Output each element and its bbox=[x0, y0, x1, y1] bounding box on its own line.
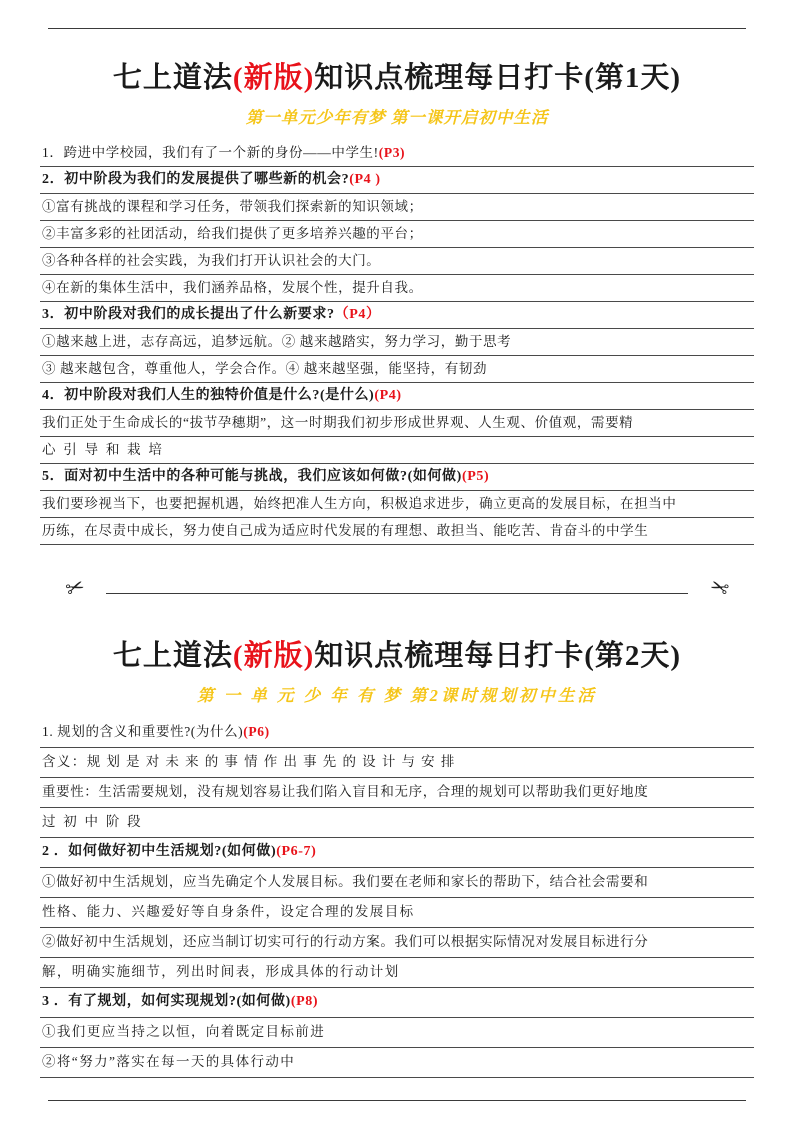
content-line bbox=[40, 838, 754, 868]
content-line bbox=[40, 329, 754, 356]
line-text: 5．面对初中生活中的各种可能与挑战，我们应该如何做?(如何做) bbox=[42, 469, 462, 484]
content-line bbox=[40, 491, 754, 518]
page-ref: (P8) bbox=[290, 994, 319, 1009]
title-prefix: 七上道法 bbox=[112, 62, 233, 94]
page-ref: (P4 ) bbox=[349, 172, 381, 187]
line-text: ①做好初中生活规划，应当先确定个人发展目标。我们要在老师和家长的帮助下，结合社会需要和 bbox=[42, 874, 649, 889]
content-line bbox=[40, 248, 754, 275]
content-line bbox=[40, 140, 754, 167]
page-ref: (P3) bbox=[378, 145, 406, 160]
content-line bbox=[40, 518, 754, 545]
line-text: 2．初中阶段为我们的发展提供了哪些新的机会? bbox=[42, 172, 350, 187]
section-day-1 bbox=[40, 55, 754, 545]
title-suffix: 知识点梳理每日打卡(第1天) bbox=[314, 62, 682, 94]
line-text: 3．初中阶段对我们的成长提出了什么新要求? bbox=[42, 307, 335, 322]
line-text: 过 初 中 阶 段 bbox=[42, 814, 143, 829]
line-text: ③各种各样的社会实践，为我们打开认识社会的大门。 bbox=[42, 253, 381, 268]
scissors-icon: ✂ bbox=[62, 572, 88, 603]
line-text: 3 ．有了规划，如何实现规划?(如何做) bbox=[42, 994, 291, 1009]
content-line bbox=[40, 808, 754, 838]
content-line bbox=[40, 221, 754, 248]
content-lines-day-1 bbox=[40, 140, 754, 545]
subtitle-day-1: 第一单元少年有梦 第一课开启初中生活 bbox=[245, 108, 549, 127]
content-line bbox=[40, 988, 754, 1018]
line-text: 我们要珍视当下，也要把握机遇，始终把准人生方向，积极追求进步，确立更高的发展目标，在担当中 bbox=[42, 496, 677, 511]
line-text: 重要性：生活需要规划，没有规划容易让我们陷入盲目和无序，合理的规划可以帮助我们更好地度 bbox=[42, 784, 649, 799]
content-line bbox=[40, 383, 754, 410]
title-suffix: 知识点梳理每日打卡(第2天) bbox=[314, 640, 682, 672]
content-line bbox=[40, 464, 754, 491]
line-text: 心 引 导 和 栽 培 bbox=[42, 442, 165, 457]
content-lines-day-2 bbox=[40, 718, 754, 1078]
line-text: ②将“努力”落实在每一天的具体行动中 bbox=[42, 1054, 296, 1069]
line-text: 历练，在尽责中成长，努力使自己成为适应时代发展的有理想、敢担当、能吃苦、肯奋斗的中学生 bbox=[42, 523, 649, 538]
content-line bbox=[40, 302, 754, 329]
line-text: ①富有挑战的课程和学习任务，带领我们探索新的知识领域； bbox=[42, 199, 423, 214]
line-text: ②做好初中生活规划，还应当制订切实可行的行动方案。我们可以根据实际情况对发展目标进行分 bbox=[42, 934, 649, 949]
content-line bbox=[40, 898, 754, 928]
title-highlight: (新版) bbox=[232, 640, 315, 672]
line-text: 解，明确实施细节，列出时间表，形成具体的行动计划 bbox=[42, 964, 400, 979]
content-line bbox=[40, 778, 754, 808]
content-line bbox=[40, 1048, 754, 1078]
content-line bbox=[40, 718, 754, 748]
content-line bbox=[40, 167, 754, 194]
page-ref: （P4） bbox=[334, 307, 381, 322]
top-divider bbox=[48, 28, 746, 29]
content-line bbox=[40, 958, 754, 988]
content-line bbox=[40, 356, 754, 383]
section-day-2 bbox=[40, 633, 754, 1078]
line-text: 4．初中阶段对我们人生的独特价值是什么?(是什么) bbox=[42, 388, 375, 403]
line-text: ③ 越来越包含，尊重他人，学会合作。④ 越来越坚强，能坚持，有韧劲 bbox=[42, 361, 488, 376]
cut-divider bbox=[40, 567, 754, 619]
page-ref: (P6) bbox=[243, 724, 270, 739]
page-ref: (P5) bbox=[461, 469, 490, 484]
content-line bbox=[40, 748, 754, 778]
content-line bbox=[40, 194, 754, 221]
page-ref: (P6-7) bbox=[276, 844, 317, 859]
content-line bbox=[40, 868, 754, 898]
bottom-divider bbox=[48, 1100, 746, 1101]
page-ref: (P4) bbox=[374, 388, 402, 403]
content-line bbox=[40, 275, 754, 302]
line-text: ①我们更应当持之以恒，向着既定目标前进 bbox=[42, 1024, 326, 1039]
line-text: 我们正处于生命成长的“拔节孕穗期”，这一时期我们初步形成世界观、人生观、价值观，需要精 bbox=[42, 415, 634, 430]
title-highlight: (新版) bbox=[232, 62, 315, 94]
content-line bbox=[40, 928, 754, 958]
content-line bbox=[40, 1018, 754, 1048]
content-line bbox=[40, 437, 754, 464]
title-prefix: 七上道法 bbox=[112, 640, 233, 672]
page-title-day-1 bbox=[40, 55, 754, 96]
subtitle-day-2: 第 一 单 元 少 年 有 梦 第2课时规划初中生活 bbox=[197, 686, 597, 705]
line-text: ④在新的集体生活中，我们涵养品格，发展个性，提升自我。 bbox=[42, 280, 423, 295]
line-text: ①越来越上进，志存高远，追梦远航。② 越来越踏实，努力学习，勤于思考 bbox=[42, 334, 512, 349]
cut-line bbox=[106, 593, 688, 594]
line-text: 2 ．如何做好初中生活规划?(如何做) bbox=[42, 844, 277, 859]
line-text: 性格、能力、兴趣爱好等自身条件，设定合理的发展目标 bbox=[42, 904, 415, 919]
line-text: 含义：规 划 是 对 未 来 的 事 情 作 出 事 先 的 设 计 与 安 排 bbox=[42, 754, 456, 769]
page-title-day-2 bbox=[40, 633, 754, 674]
scissors-icon: ✂ bbox=[706, 572, 732, 603]
content-line bbox=[40, 410, 754, 437]
line-text: 1．跨进中学校园，我们有了一个新的身份——中学生! bbox=[42, 145, 379, 160]
line-text: ②丰富多彩的社团活动，给我们提供了更多培养兴趣的平台； bbox=[42, 226, 423, 241]
line-text: 1. 规划的含义和重要性?(为什么) bbox=[42, 724, 244, 739]
